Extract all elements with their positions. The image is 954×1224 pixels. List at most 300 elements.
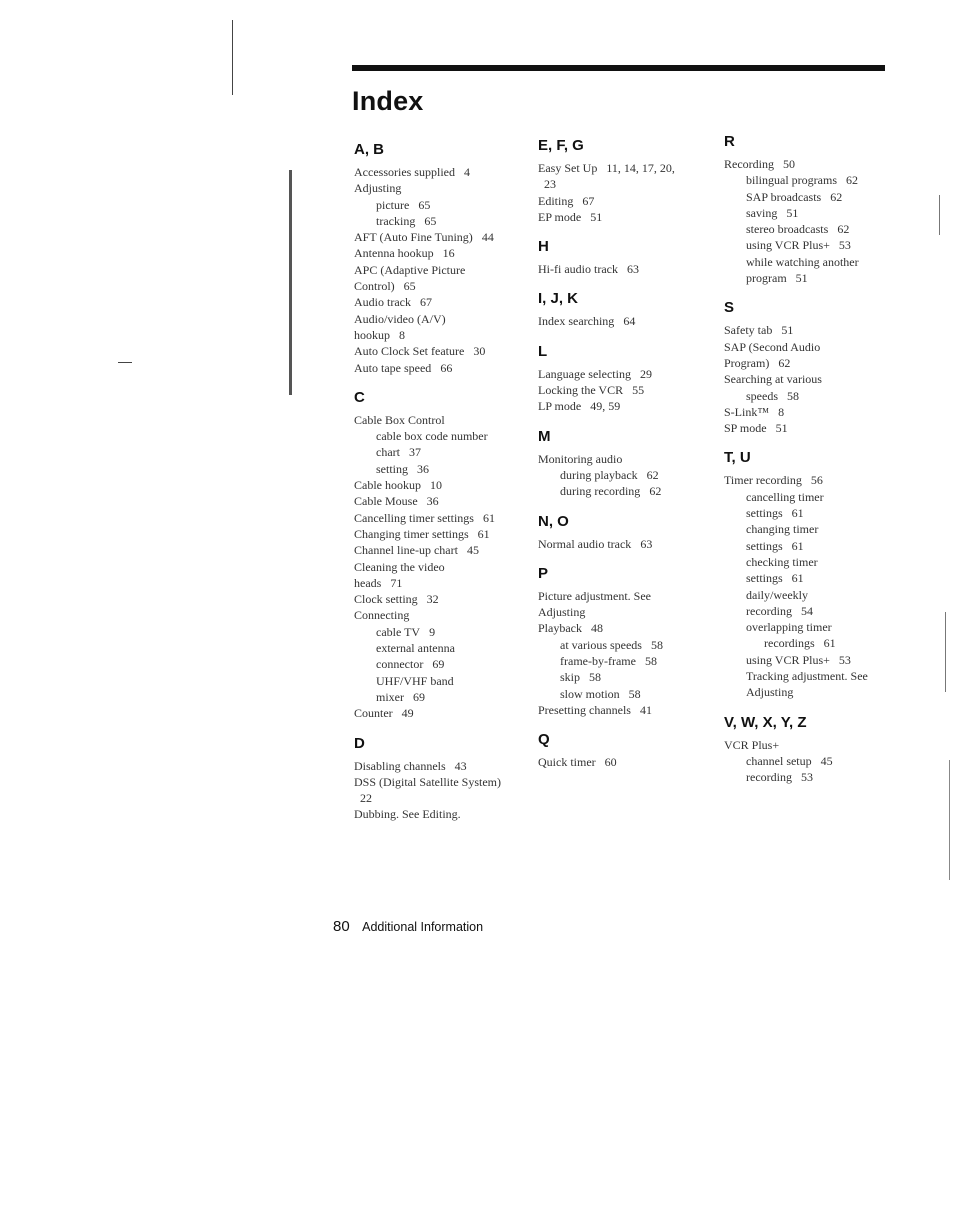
index-entry (354, 607, 532, 623)
entry-pages: 4 (463, 165, 470, 179)
entry-list (538, 313, 716, 329)
index-entry (724, 270, 902, 286)
index-entry (354, 412, 532, 428)
entry-pages: 61 (482, 510, 495, 525)
index-entry (354, 559, 532, 575)
entry-pages: 66 (440, 360, 453, 375)
entry-term: Recording (724, 157, 774, 171)
index-entry (354, 705, 532, 721)
entry-term: picture (376, 197, 410, 212)
index-entry (354, 164, 532, 180)
index-entry (724, 322, 902, 338)
entry-pages: 56 (810, 473, 823, 488)
index-entry (354, 311, 532, 327)
entry-pages: 49 (401, 706, 414, 721)
entry-term: external antenna (376, 641, 455, 656)
entry-pages: 58 (628, 686, 641, 701)
index-entry (354, 245, 532, 261)
index-entry (354, 213, 532, 229)
entry-pages: 53 (838, 238, 851, 253)
index-entry (354, 278, 532, 294)
section-letter: C (354, 388, 365, 406)
entry-term: using VCR Plus+ (746, 652, 830, 667)
entry-term: recording (746, 770, 792, 785)
entry-pages: 65 (418, 197, 431, 212)
entry-pages: 9 (429, 624, 436, 639)
index-entry (724, 554, 902, 570)
index-entry (538, 366, 716, 382)
index-entry (354, 180, 532, 196)
index-entry (354, 510, 532, 526)
entry-term: UHF/VHF band (376, 673, 454, 688)
index-section (354, 388, 532, 722)
entry-term: AFT (Auto Fine Tuning) (354, 230, 473, 245)
entry-pages: 61 (791, 571, 804, 586)
entry-term: settings (746, 506, 783, 521)
entry-term: Picture adjustment. See (538, 588, 651, 603)
entry-pages: 49, 59 (590, 399, 621, 414)
entry-pages: 51 (590, 209, 603, 224)
entry-term: Auto Clock Set feature (354, 344, 465, 359)
index-entry (354, 673, 532, 689)
scan-artifact (289, 170, 292, 395)
index-section (724, 298, 902, 436)
index-entry (724, 339, 902, 355)
index-entry (538, 209, 716, 225)
entry-term: Counter (354, 706, 393, 721)
entry-term: EP mode (538, 209, 582, 224)
entry-term: speeds (746, 388, 778, 403)
index-entry (724, 668, 902, 684)
index-entry (724, 538, 902, 554)
entry-term: Cable Mouse (354, 494, 418, 509)
entry-term: mixer (376, 689, 404, 704)
entry-pages: 37 (408, 445, 421, 460)
entry-list (538, 160, 716, 225)
index-entry (538, 176, 716, 192)
entry-pages: 51 (775, 421, 788, 436)
entry-term: setting (376, 461, 408, 476)
entry-list (538, 536, 716, 552)
entry-term: overlapping timer (746, 620, 832, 635)
index-entry (538, 686, 716, 702)
section-letter: Q (538, 731, 550, 749)
entry-pages: 36 (426, 494, 439, 509)
entry-pages: 45 (466, 543, 479, 558)
page-number: 80 (333, 918, 350, 935)
entry-term: Timer recording (724, 473, 802, 488)
entry-term: during playback (560, 467, 638, 482)
entry-term: heads (354, 575, 382, 590)
entry-term: LP mode (538, 399, 582, 414)
entry-term: at various speeds (560, 637, 642, 652)
index-entry (538, 637, 716, 653)
entry-pages: 53 (800, 770, 813, 785)
index-entry (724, 635, 902, 651)
entry-list (354, 164, 532, 376)
entry-term: Index searching (538, 314, 615, 329)
index-entry (354, 806, 532, 822)
index-entry (724, 156, 902, 172)
entry-term: Channel line-up chart (354, 543, 458, 558)
index-entry (354, 493, 532, 509)
index-section (538, 730, 716, 770)
entry-term: SAP (Second Audio (724, 339, 821, 354)
entry-pages: 30 (473, 344, 486, 359)
index-entry (538, 653, 716, 669)
entry-term: Locking the VCR (538, 383, 624, 398)
entry-list (724, 156, 902, 286)
entry-term: Safety tab (724, 323, 773, 338)
entry-pages: 61 (791, 538, 804, 553)
entry-term: stereo broadcasts (746, 222, 829, 237)
index-entry (538, 588, 716, 604)
index-entry (724, 371, 902, 387)
index-entry (724, 237, 902, 253)
entry-term: settings (746, 571, 783, 586)
index-entry (724, 769, 902, 785)
entry-term: frame-by-frame (560, 654, 636, 669)
entry-term: VCR Plus+ (724, 737, 780, 752)
index-entry (354, 640, 532, 656)
entry-list (354, 412, 532, 722)
index-entry (724, 652, 902, 668)
entry-term: recording (746, 603, 792, 618)
header-rule (352, 65, 885, 71)
index-entry (354, 774, 532, 790)
entry-pages: 69 (413, 689, 425, 704)
index-entry (354, 229, 532, 245)
index-column-1 (354, 140, 532, 835)
index-entry (538, 467, 716, 483)
entry-term: Cable hookup (354, 478, 421, 493)
entry-pages: 36 (417, 461, 429, 476)
entry-term: APC (Adaptive Picture (354, 262, 466, 277)
entry-list (724, 472, 902, 700)
entry-pages: 54 (800, 603, 813, 618)
entry-pages: 62 (649, 484, 662, 499)
index-entry (354, 461, 532, 477)
index-entry (724, 254, 902, 270)
entry-pages: 43 (454, 758, 467, 773)
entry-pages: 60 (604, 755, 617, 770)
entry-term: Program) (724, 355, 770, 370)
entry-term: Adjusting (746, 685, 794, 700)
entry-term: slow motion (560, 686, 620, 701)
entry-term: Editing (538, 193, 574, 208)
section-letter: S (724, 299, 735, 317)
entry-term: SP mode (724, 421, 767, 436)
section-letter: V, W, X, Y, Z (724, 713, 807, 731)
index-entry (724, 521, 902, 537)
entry-list (538, 588, 716, 718)
index-entry (354, 428, 532, 444)
entry-term: cable TV (376, 624, 421, 639)
index-entry (538, 313, 716, 329)
index-entry (724, 189, 902, 205)
entry-term: Changing timer settings (354, 526, 469, 541)
entry-term: Language selecting (538, 366, 631, 381)
section-letter: R (724, 133, 735, 150)
index-entry (354, 360, 532, 376)
index-entry (538, 160, 716, 176)
entry-list (538, 366, 716, 415)
entry-pages: 11, 14, 17, 20, (606, 161, 675, 175)
entry-list (538, 451, 716, 500)
scan-artifact (118, 362, 132, 363)
index-section (354, 140, 532, 376)
index-entry (354, 542, 532, 558)
entry-pages: 51 (781, 323, 794, 338)
index-section (724, 713, 902, 786)
entry-list (724, 322, 902, 436)
scan-artifact (939, 195, 940, 235)
entry-pages: 67 (419, 295, 432, 310)
section-letter: E, F, G (538, 137, 584, 154)
entry-pages: 65 (403, 279, 416, 294)
entry-term: tracking (376, 213, 416, 228)
entry-pages: 44 (481, 230, 494, 245)
index-entry (354, 758, 532, 774)
entry-term: Control) (354, 279, 395, 294)
entry-term: using VCR Plus+ (746, 238, 830, 253)
entry-term: SAP broadcasts (746, 189, 822, 204)
entry-term: 22 (360, 791, 372, 806)
index-entry (354, 197, 532, 213)
index-entry (354, 343, 532, 359)
index-entry (724, 753, 902, 769)
index-section (538, 512, 716, 552)
entry-pages: 61 (477, 526, 490, 541)
entry-pages: 16 (442, 246, 455, 261)
section-letter: D (354, 734, 365, 752)
index-entry (354, 262, 532, 278)
index-entry (538, 261, 716, 277)
entry-term: Easy Set Up (538, 161, 598, 175)
entry-term: program (746, 271, 787, 286)
index-entry (724, 587, 902, 603)
index-entry (724, 172, 902, 188)
entry-pages: 8 (778, 404, 785, 419)
section-letter: L (538, 342, 548, 360)
entry-pages: 62 (646, 467, 659, 482)
entry-pages: 32 (426, 592, 439, 607)
entry-term: Adjusting (538, 605, 586, 620)
index-entry (724, 684, 902, 700)
entry-pages: 50 (783, 157, 795, 171)
entry-term: Disabling channels (354, 758, 446, 773)
entry-list (538, 754, 716, 770)
index-section (538, 342, 716, 415)
section-letter: M (538, 427, 551, 445)
index-entry (354, 294, 532, 310)
index-section (354, 734, 532, 823)
index-column-3 (724, 132, 902, 798)
entry-list (354, 758, 532, 823)
page-title: Index (352, 86, 424, 116)
entry-term: Cleaning the video (354, 559, 445, 574)
index-entry (538, 604, 716, 620)
index-entry (724, 404, 902, 420)
index-entry (538, 382, 716, 398)
index-entry (354, 575, 532, 591)
entry-pages: 48 (591, 621, 603, 636)
index-section (724, 132, 902, 286)
entry-term: Auto tape speed (354, 360, 432, 375)
entry-pages: 67 (582, 193, 595, 208)
entry-term: changing timer (746, 522, 819, 537)
index-entry (354, 444, 532, 460)
section-letter: T, U (724, 449, 751, 467)
index-entry (538, 754, 716, 770)
entry-term: Presetting channels (538, 702, 631, 717)
entry-term: daily/weekly (746, 587, 808, 602)
entry-term: 23 (544, 177, 556, 192)
entry-pages: 55 (632, 383, 645, 398)
entry-pages: 41 (639, 702, 652, 717)
entry-term: hookup (354, 327, 390, 342)
entry-list (538, 261, 716, 277)
index-entry (354, 689, 532, 705)
index-entry (538, 669, 716, 685)
index-entry (724, 205, 902, 221)
entry-term: bilingual programs (746, 173, 837, 188)
index-entry (354, 327, 532, 343)
entry-pages: 62 (778, 355, 791, 370)
entry-term: Audio/video (A/V) (354, 311, 446, 326)
index-section (538, 289, 716, 329)
index-column-2 (538, 136, 716, 783)
entry-pages: 62 (830, 189, 843, 204)
entry-list (724, 737, 902, 786)
index-section (724, 448, 902, 700)
index-entry (724, 355, 902, 371)
index-entry (538, 702, 716, 718)
entry-term: cable box code number (376, 429, 488, 444)
footer-section-title: Additional Information (362, 920, 484, 934)
index-entry (354, 790, 532, 806)
entry-term: Quick timer (538, 755, 596, 770)
entry-term: channel setup (746, 753, 812, 768)
page-footer (333, 918, 483, 936)
entry-term: skip (560, 670, 581, 685)
entry-term: Searching at various (724, 372, 822, 387)
entry-pages: 63 (626, 262, 639, 277)
index-section (538, 237, 716, 277)
entry-pages: 51 (786, 205, 799, 220)
index-entry (354, 477, 532, 493)
index-entry (538, 483, 716, 499)
index-entry (354, 591, 532, 607)
section-letter: H (538, 238, 549, 256)
entry-pages: 58 (589, 670, 602, 685)
entry-pages: 65 (424, 213, 437, 228)
section-letter: N, O (538, 512, 569, 530)
index-section (538, 136, 716, 225)
entry-term: S-Link™ (724, 404, 770, 419)
entry-pages: 62 (837, 222, 850, 237)
index-entry (538, 398, 716, 414)
entry-term: Accessories supplied (354, 165, 455, 179)
index-entry (724, 603, 902, 619)
index-entry (538, 620, 716, 636)
entry-term: checking timer (746, 554, 818, 569)
index-entry (354, 656, 532, 672)
scan-artifact (949, 760, 950, 880)
section-letter: P (538, 564, 549, 582)
entry-term: Monitoring audio (538, 451, 623, 466)
entry-term: recordings (764, 636, 815, 651)
index-entry (724, 221, 902, 237)
entry-term: Clock setting (354, 592, 418, 607)
index-entry (724, 619, 902, 635)
entry-pages: 69 (432, 657, 445, 672)
entry-term: Audio track (354, 295, 411, 310)
entry-term: during recording (560, 484, 641, 499)
entry-term: Connecting (354, 608, 410, 623)
index-entry (724, 420, 902, 436)
entry-term: connector (376, 657, 424, 672)
entry-pages: 53 (838, 652, 851, 667)
entry-term: saving (746, 205, 778, 220)
entry-term: Normal audio track (538, 536, 632, 551)
entry-pages: 58 (650, 637, 663, 652)
entry-term: Adjusting (354, 181, 402, 196)
entry-pages: 58 (787, 388, 799, 403)
entry-pages: 63 (640, 536, 653, 551)
index-entry (354, 624, 532, 640)
entry-pages: 45 (820, 753, 833, 768)
scan-artifact (945, 612, 946, 692)
entry-pages: 61 (823, 636, 836, 651)
index-entry (724, 489, 902, 505)
index-entry (538, 451, 716, 467)
entry-pages: 71 (390, 575, 403, 590)
entry-term: cancelling timer (746, 489, 824, 504)
index-section (538, 427, 716, 500)
index-entry (724, 388, 902, 404)
entry-pages: 58 (644, 654, 657, 669)
entry-pages: 61 (791, 506, 804, 521)
index-entry (724, 472, 902, 488)
index-entry (538, 536, 716, 552)
entry-pages: 29 (639, 366, 652, 381)
entry-term: Cancelling timer settings (354, 510, 474, 525)
entry-term: Cable Box Control (354, 412, 445, 427)
entry-term: Hi-fi audio track (538, 262, 618, 277)
entry-term: settings (746, 538, 783, 553)
index-entry (724, 737, 902, 753)
entry-term: DSS (Digital Satellite System) (354, 774, 501, 789)
entry-pages: 64 (623, 314, 636, 329)
index-entry (724, 505, 902, 521)
entry-term: Dubbing. See Editing. (354, 807, 461, 822)
section-letter: A, B (354, 141, 384, 158)
entry-pages: 8 (399, 327, 405, 342)
index-entry (724, 570, 902, 586)
entry-pages: 10 (430, 478, 442, 493)
entry-pages: 51 (795, 271, 808, 286)
entry-term: Tracking adjustment. See (746, 669, 868, 684)
entry-term: Antenna hookup (354, 246, 434, 261)
entry-term: Playback (538, 621, 582, 636)
index-entry (354, 526, 532, 542)
index-entry (538, 193, 716, 209)
section-letter: I, J, K (538, 290, 579, 308)
entry-term: while watching another (746, 254, 859, 269)
scan-artifact (232, 20, 233, 95)
entry-pages: 62 (845, 173, 858, 188)
